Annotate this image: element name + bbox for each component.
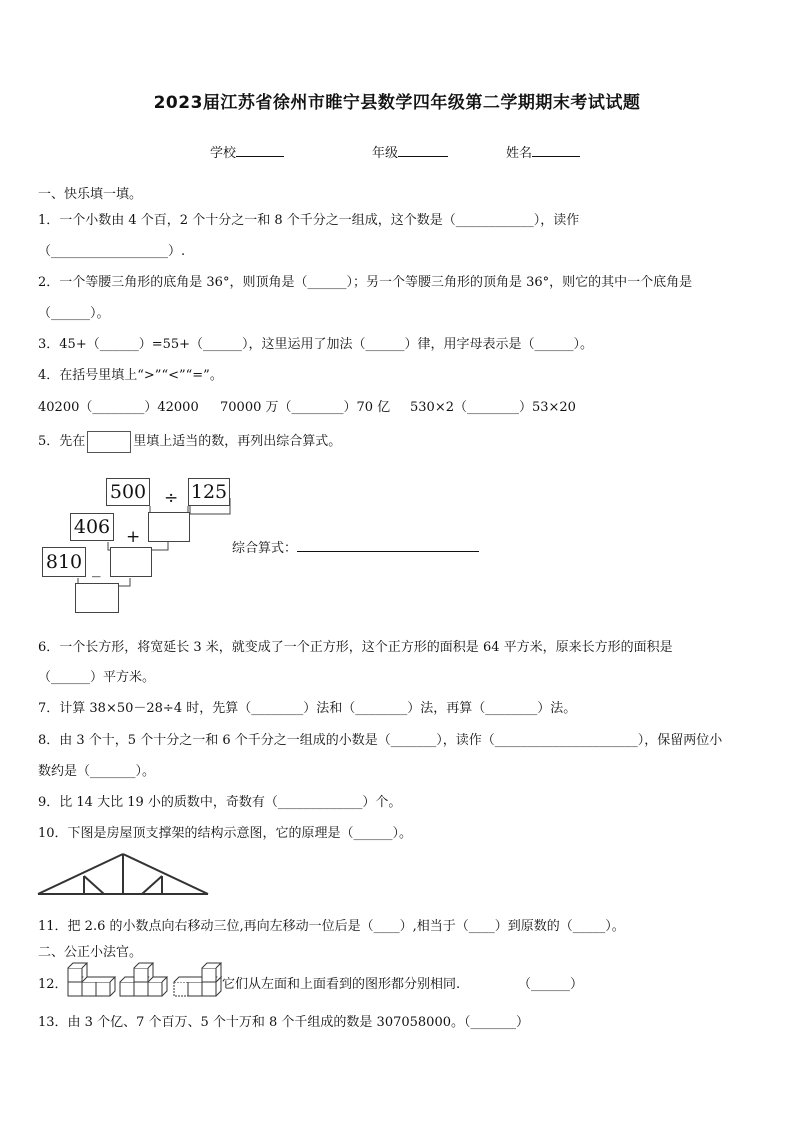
formula-blank[interactable]: [297, 539, 479, 552]
school-field: [210, 142, 284, 161]
section-1-heading: 一、快乐填一填。: [38, 187, 143, 202]
question-12-text: 它们从左面和上面看到的图形都分别相同.: [222, 977, 461, 992]
grade-label: 年级: [372, 146, 399, 161]
answer-box-sample: [87, 431, 131, 453]
question-5-suffix: 里填上适当的数，再列出综合算式。: [133, 434, 342, 449]
question-6-line-2: （______）平方米。: [38, 670, 156, 685]
name-field: [506, 142, 580, 161]
grade-field: [372, 142, 448, 161]
question-12-number: 12．: [38, 977, 68, 992]
question-3: 3．45+（______）=55+（______），这里运用了加法（______）律，用字母表示是（______）。: [38, 337, 594, 352]
section-2-heading: 二、公正小法官。: [38, 945, 143, 960]
number-box-810: 810: [42, 547, 86, 577]
question-6-line-1: 6．一个长方形，将宽延长 3 米，就变成了一个正方形，这个正方形的面积是 64 平方米，原来长方形的面积是: [38, 640, 673, 655]
question-9: 9．比 14 大比 19 小的质数中，奇数有（_____________）个。: [38, 795, 402, 810]
question-4: 4．在括号里填上“>”“<”“=”。: [38, 368, 223, 383]
grade-blank[interactable]: [398, 144, 448, 157]
page-title: 2023届江苏省徐州市睢宁县数学四年级第二学期期末考试试题: [153, 93, 641, 113]
name-blank[interactable]: [532, 144, 580, 157]
number-box-500: 500: [106, 478, 150, 506]
answer-box-sum[interactable]: [110, 547, 152, 577]
number-box-125: 125: [188, 478, 230, 506]
question-1-line-1: 1．一个小数由 4 个百，2 个十分之一和 8 个千分之一组成，这个数是（____________），读作: [38, 213, 580, 228]
question-11: 11．把 2.6 的小数点向右移动三位,再向左移动一位后是（____）,相当于（____）到原数的（_____）。: [38, 919, 625, 934]
roof-truss-diagram: [36, 852, 212, 898]
question-4-item-2: 70000 万（________）70 亿: [220, 400, 391, 415]
question-13: 13．由 3 个亿、7 个百万、5 个十万和 8 个千组成的数是 307058000。（_______）: [38, 1015, 529, 1030]
question-5-formula: [232, 537, 479, 556]
question-5: [38, 430, 341, 453]
plus-sign: +: [126, 527, 141, 547]
question-1-line-2: （__________________）.: [38, 244, 186, 259]
question-2-line-1: 2．一个等腰三角形的底角是 36°，则顶角是（______）；另一个等腰三角形的顶角是 36°，则它的其中一个底角是: [38, 275, 693, 290]
question-4-item-3: 530×2（________）53×20: [410, 400, 576, 415]
divide-sign: ÷: [164, 488, 179, 508]
formula-label: 综合算式：: [232, 541, 298, 556]
school-label: 学校: [210, 146, 237, 161]
question-5-prefix: 5．先在: [38, 434, 86, 449]
question-12: [38, 973, 68, 992]
school-blank[interactable]: [236, 144, 284, 157]
minus-sign: _: [92, 558, 101, 578]
question-10: 10．下图是房屋顶支撑架的结构示意图，它的原理是（______）。: [38, 826, 413, 841]
question-12-blank[interactable]: （______）: [518, 977, 584, 992]
name-label: 姓名: [506, 146, 533, 161]
question-8-line-1: 8．由 3 个十，5 个十分之一和 6 个千分之一组成的小数是（_______），读作（______________________），保留两位小: [38, 733, 723, 748]
question-8-line-2: 数约是（_______）。: [38, 764, 156, 779]
answer-box-quotient[interactable]: [148, 512, 190, 542]
question-7: 7．计算 38×50－28÷4 时，先算（________）法和（________）法，再算（________）法。: [38, 701, 577, 716]
question-2-line-2: （______）。: [38, 306, 110, 321]
number-box-406: 406: [70, 513, 114, 541]
answer-box-difference[interactable]: [75, 583, 119, 613]
cube-figures-icon: [66, 962, 222, 998]
question-4-item-1: 40200（________）42000: [38, 400, 199, 415]
